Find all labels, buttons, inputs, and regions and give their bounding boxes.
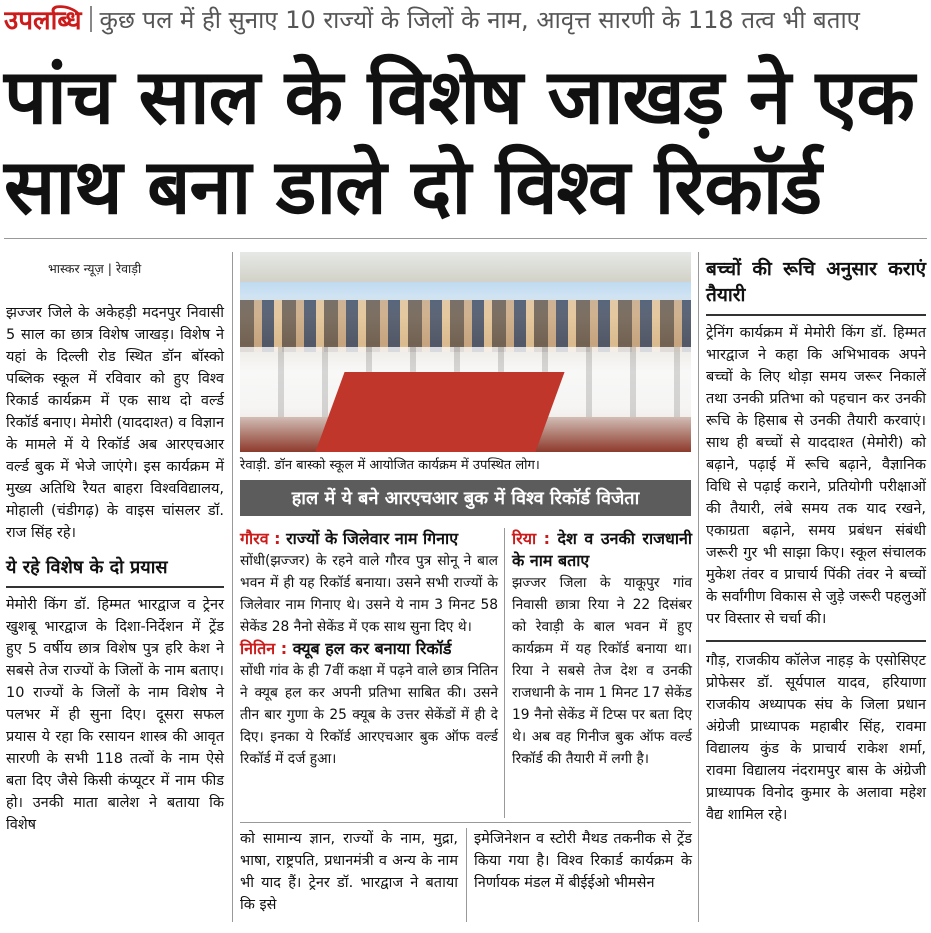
nitin-heading (240, 638, 498, 660)
event-photo (240, 252, 691, 452)
column-divider-3 (466, 828, 467, 922)
riya-column (512, 528, 692, 770)
right-title-rule (706, 314, 926, 316)
bottom-column-2-text: इमेजिनेशन व स्टोरी मैथड तकनीक से ट्रेंड किया गया है। विश्व रिकार्ड कार्यक्रम के निर्णायक मंडल में बीईईओ भीमसेन (474, 831, 692, 891)
headline-line-2: साथ बना डाले दो विश्व रिकॉर्ड (4, 142, 822, 231)
riya-body: झज्जर जिला के याकूपुर गांव निवासी छात्रा रिया ने 22 दिसंबर को रेवाड़ी के बाल भवन में हुए कार्यक्रम में यह रिकॉर्ड बनाया था। रिया ने सबसे तेज देश व उनकी राजधानी के नाम 1 मिनट 17 सेकेंड 19 नैनो सेकेंड में टिप्स पर बता दिए थे। अब वह गिनीज बुक ऑफ वर्ल्ड रिकॉर्ड की तैयारी में लगी है। (512, 575, 692, 767)
right-title: बच्चों की रूचि अनुसार कराएं तैयारी (706, 258, 926, 306)
riya-title: देश व उनकी राजधानी के नाम बताए (512, 529, 692, 570)
gaurav-heading (240, 528, 498, 550)
photo-caption: रेवाड़ी. डॉन बास्को स्कूल में आयोजित कार्यक्रम में उपस्थित लोग। (240, 458, 540, 473)
column-divider-1 (232, 252, 233, 922)
left-paragraph-2: मेमोरी किंग डॉ. हिम्मत भारद्वाज व ट्रेनर खुशबू भारद्वाज के दिशा-निर्देशन में ट्रेंड हुए 5 वर्षीय छात्र विशेष पुत्र हरि केश ने सबसे तेज राज्यों के जिलों के नाम बताए। 10 राज्यों के जिलों के नाम विशेष ने पलभर में ही सुना दिए। दूसरा सफल प्रयास ये रहा कि रसायन शास्त्र की आवृत सारणी के सभी 118 तत्वों के नाम ऐसे बता दिए जैसे किसी कंप्यूटर में नाम फीड हो। उनकी माता बालेश ने बताया कि विशेष (6, 597, 224, 833)
nitin-title: क्यूब हल कर बनाया रिकॉर्ड (292, 639, 452, 658)
riya-key: रिया : (512, 529, 551, 548)
headline-line-1: पांच साल के विशेष जाखड़ ने एक (4, 52, 914, 141)
column-divider-4 (698, 252, 699, 922)
photo-crowd (240, 300, 691, 352)
winners-banner: हाल में ये बने आरएचआर बुक में विश्व रिकॉर्ड विजेता (240, 480, 691, 516)
right-column (706, 256, 926, 826)
bottom-column-1-text: को सामान्य ज्ञान, राज्यों के नाम, मुद्रा, भाषा, राष्ट्रपति, प्रधानमंत्री व अन्य के नाम भी याद हैं। ट्रेनर डॉ. भारद्वाज ने बताया कि इसे (240, 831, 458, 913)
riya-heading (512, 528, 692, 572)
column-divider-2 (504, 528, 505, 818)
gaurav-title: राज्यों के जिलेवार नाम गिनाए (286, 529, 459, 548)
right-paragraph-2: गौड़, राजकीय कॉलेज नाहड़ के एसोसिएट प्रोफेसर डॉ. सूर्यपाल यादव, हरियाणा राजकीय अध्यापक संघ के जिला प्रधान अंग्रेजी प्राध्यापक महाबीर सिंह, रावमा विद्यालय कुंड के प्राचार्य राकेश शर्मा, रावमा विद्यालय नंदरामपुर बास के अंग्रेजी प्राध्यापक विनोद कुमार के अलावा महेश वैद्य शामिल रहे। (706, 653, 926, 823)
right-separator (706, 640, 926, 642)
left-paragraph-1: झज्जर जिले के अकेहड़ी मदनपुर निवासी 5 साल का छात्र विशेष जाखड़। विशेष ने यहां के दिल्ली रोड स्थित डॉन बॉस्को पब्लिक स्कूल में रविवार को हुए विश्व रिकार्ड कार्यक्रम में एक साथ दो वर्ल्ड रिकॉर्ड बनाए। मेमोरी (याददाश्त) व विज्ञान के मामले में ये रिकॉर्ड अब आरएचआर वर्ल्ड बुक में भेजे जाएंगे। इस कार्यक्रम में मुख्य अतिथि रैयत बाहरा विश्वविद्यालय, मोहाली (चंडीगढ़) के वाइस चांसलर डॉ. राज सिंह रहे। (6, 305, 224, 541)
gaurav-nitin-column (240, 528, 498, 770)
photo-awning (240, 252, 691, 282)
left-column (6, 258, 224, 836)
headline-rule (4, 238, 927, 239)
byline-source: भास्कर न्यूज़ (48, 261, 104, 276)
gaurav-body: सोंधी(झज्जर) के रहने वाले गौरव पुत्र सोनू ने बाल भवन में ही यह रिकॉर्ड बनाया। उसने सभी राज्यों के जिलेवार नाम गिनाए थे। उसने ये नाम 3 मिनट 58 सेकेंड 28 नैनो सेकेंड में एक साथ सुना दिए थे। (240, 553, 498, 635)
nitin-key: नितिन : (240, 639, 288, 658)
headline (4, 52, 927, 232)
kicker-subhead: कुछ पल में ही सुनाए 10 राज्यों के जिलों के नाम, आवृत्त सारणी के 118 तत्व भी बताए (99, 5, 860, 34)
bottom-column-2 (474, 828, 692, 894)
photo-carpet (315, 372, 564, 452)
right-paragraph-1: ट्रेनिंग कार्यक्रम में मेमोरी किंग डॉ. हिम्मत भारद्वाज ने कहा कि अभिभावक अपने बच्चों के लिए थोड़ा समय जरूर निकालें तथा उनकी प्रतिभा को पहचान कर उनकी रूचि के हिसाब से उनकी तैयारी करवाएं। साथ ही बच्चों से याददाश्त (मेमोरी) को बढ़ाने, पढ़ाई में रूचि बढ़ाने, वैज्ञानिक विधि से पढ़ाई कराने, प्रतियोगी परीक्षाओं की तैयारी, लंबे समय तक याद रखने, एकाग्रता बढ़ाने, समय प्रबंधन संबंधी जरूरी गुर भी साझा किए। स्कूल संचालक मुकेश तंवर व प्राचार्य पिंकी तंवर ने बच्चों के सर्वांगीण विकास से जुड़े जरूरी पहलुओं पर विस्तार से चर्चा की। (706, 325, 926, 627)
left-subhead-rule (6, 586, 224, 588)
byline-place: रेवाड़ी (115, 261, 142, 276)
kicker-separator (90, 6, 92, 32)
left-subhead: ये रहे विशेष के दो प्रयास (6, 557, 168, 578)
byline: भास्कर न्यूज़ | रेवाड़ी (48, 261, 142, 276)
gaurav-key: गौरव : (240, 529, 281, 548)
kicker-tag: उपलब्धि (4, 6, 82, 36)
nitin-body: सोंधी गांव के ही 7वीं कक्षा में पढ़ने वाले छात्र नितिन ने क्यूब हल कर अपनी प्रतिभा साबित की। उसने तीन बार गुणा के 25 क्यूब के उत्तर सेकेंडों में ही दे दिए। इनका ये रिकॉर्ड आरएचआर बुक ऑफ वर्ल्ड रिकॉर्ड में दर्ज हुआ। (240, 663, 498, 767)
kicker-line (4, 0, 927, 38)
bottom-column-1 (240, 828, 458, 916)
bottom-rule (240, 822, 691, 823)
